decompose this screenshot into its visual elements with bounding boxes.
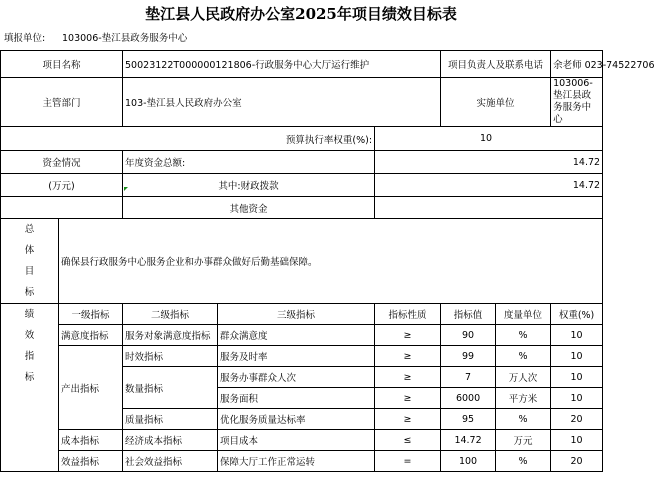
other-funds-label: 其他资金 [123,197,375,219]
cell-l3: 项目成本 [218,430,375,451]
cell-l1: 效益指标 [59,451,123,472]
header-l2: 二级指标 [123,304,218,325]
cell-weight: 10 [551,346,603,367]
cell-l1: 产出指标 [59,346,123,430]
cell-nature: ≥ [375,325,441,346]
perf-char: 标 [24,372,35,383]
cell-unit: % [496,325,551,346]
overall-goal-label [1,219,59,304]
cell-unit: % [496,409,551,430]
filler-value: 103006-垫江县政务服务中心 [62,33,188,44]
perf-char: 指 [24,351,35,362]
cell-l2: 社会效益指标 [123,451,218,472]
cell-l2: 数量指标 [123,367,218,409]
cell-value: 14.72 [441,430,496,451]
cell-l2: 服务对象满意度指标 [123,325,218,346]
total-funds-value: 14.72 [375,151,603,174]
header-nature: 指标性质 [375,304,441,325]
overall-char: 目 [24,266,35,277]
budget-weight-label: 预算执行率权重(%): [1,127,375,151]
cell-nature: ≥ [375,367,441,388]
cell-l2: 质量指标 [123,409,218,430]
budget-weight-value: 10 [375,127,603,151]
header-l1: 一级指标 [59,304,123,325]
cell-nature: ≥ [375,388,441,409]
cell-value: 6000 [441,388,496,409]
fiscal-value: 14.72 [375,174,603,197]
cell-weight: 20 [551,451,603,472]
funds-unit: (万元) [1,174,123,197]
cell-value: 7 [441,367,496,388]
cell-unit: 平方米 [496,388,551,409]
cell-nature: ≤ [375,430,441,451]
header-value: 指标值 [441,304,496,325]
contact-label: 项目负责人及联系电话 [441,51,551,78]
filler-row [0,28,602,50]
table-row [1,346,603,367]
cell-weight: 10 [551,367,603,388]
cell-weight: 10 [551,430,603,451]
cell-l3: 服务面积 [218,388,375,409]
perf-char: 效 [24,330,35,341]
cell-weight: 10 [551,388,603,409]
header-weight: 权重(%) [551,304,603,325]
cell-l2: 时效指标 [123,346,218,367]
cell-l3: 服务及时率 [218,346,375,367]
project-name-label: 项目名称 [1,51,123,78]
overall-char: 体 [24,245,35,256]
page-title: 垫江县人民政府办公室2025年项目绩效目标表 [145,5,457,23]
cell-unit: % [496,451,551,472]
perf-indicator-label [1,304,59,472]
table-row [1,325,603,346]
cell-weight: 20 [551,409,603,430]
overall-goal-text: 确保县行政服务中心服务企业和办事群众做好后勤基础保障。 [59,219,603,304]
cell-nature: ≥ [375,409,441,430]
header-unit: 度量单位 [496,304,551,325]
table-row [1,430,603,451]
total-funds-label: 年度资金总额: [123,151,375,174]
cell-l1: 满意度指标 [59,325,123,346]
cell-nature: ≥ [375,346,441,367]
project-name-value: 50023122T000000121806-行政服务中心大厅运行维护 [123,51,441,78]
cell-value: 95 [441,409,496,430]
cell-value: 90 [441,325,496,346]
performance-table [0,50,655,472]
filler-label: 填报单位: [4,33,46,44]
cell-value: 100 [441,451,496,472]
funds-blank [1,197,123,219]
impl-label: 实施单位 [441,78,551,127]
impl-value: 103006-垫江县政务服务中心 [551,78,603,127]
cell-unit: % [496,346,551,367]
cell-unit: 万人次 [496,367,551,388]
cell-l3: 优化服务质量达标率 [218,409,375,430]
cell-l3: 群众满意度 [218,325,375,346]
cell-marker-icon [124,187,128,191]
cell-l2: 经济成本指标 [123,430,218,451]
fiscal-label: 其中:财政拨款 [123,174,375,197]
table-row [1,451,603,472]
cell-unit: 万元 [496,430,551,451]
cell-l1: 成本指标 [59,430,123,451]
cell-nature: = [375,451,441,472]
other-funds-value [375,197,603,219]
perf-char: 绩 [24,309,35,320]
header-l3: 三级指标 [218,304,375,325]
dept-value: 103-垫江县人民政府办公室 [123,78,441,127]
cell-l3: 保障大厅工作正常运转 [218,451,375,472]
overall-char: 标 [24,287,35,298]
contact-value: 余老师 023-74522706 [551,51,603,78]
overall-char: 总 [24,224,35,235]
funds-label: 资金情况 [1,151,123,174]
cell-weight: 10 [551,325,603,346]
cell-value: 99 [441,346,496,367]
dept-label: 主管部门 [1,78,123,127]
cell-l3: 服务办事群众人次 [218,367,375,388]
